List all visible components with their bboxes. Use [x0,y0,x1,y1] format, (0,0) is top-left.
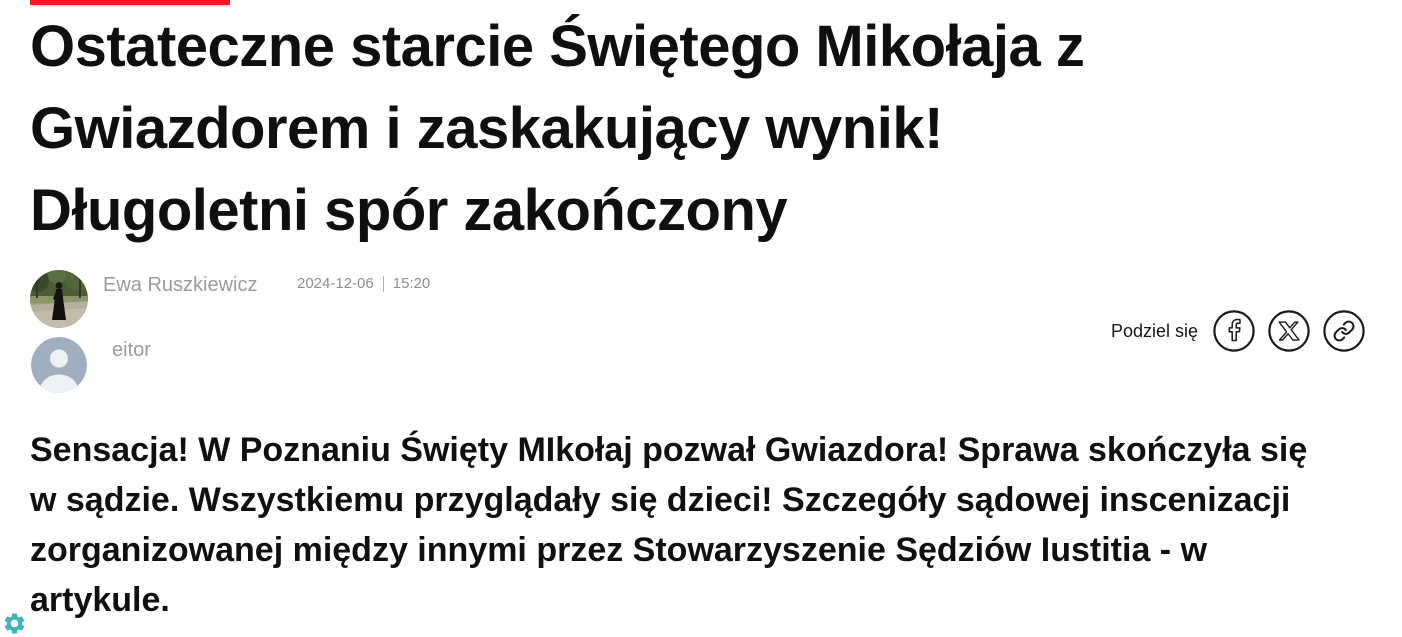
gear-icon [2,611,27,636]
headline-line: Ostateczne starcie Świętego Mikołaja z [30,14,1085,79]
copy-link-share-button[interactable] [1323,310,1365,352]
author-avatar-photo[interactable] [30,270,88,328]
park-photo-image [30,270,88,328]
facebook-share-button[interactable] [1213,310,1255,352]
headline-line: Gwiazdorem i zaskakujący wynik! [30,96,943,161]
lead-line: w sądzie. Wszystkiemu przyglądały się dzieci! Szczegóły sądowej inscenizacji [30,481,1291,519]
facebook-icon [1213,310,1255,352]
author-name[interactable]: Ewa Ruszkiewicz [103,274,258,296]
editor-avatar-placeholder[interactable] [31,337,87,393]
lead-line: zorganizowanej między innymi przez Stowarzyszenie Sędziów Iustitia - w [30,531,1208,569]
x-twitter-icon [1268,310,1310,352]
category-accent-bar [30,0,230,5]
share-bar [1111,310,1365,352]
link-icon [1323,310,1365,352]
publish-time: 15:20 [392,275,431,292]
lead-line: artykule. [30,581,170,619]
headline-line: Długoletni spór zakończony [30,178,788,243]
lead-line: Sensacja! W Poznaniu Święty MIkołaj pozwał Gwiazdora! Sprawa skończyła się [30,431,1308,469]
article-lead [30,425,1390,625]
date-time-divider [383,276,384,292]
publish-date: 2024-12-06 [297,275,374,292]
publish-datetime [297,275,430,292]
share-label: Podziel się [1111,321,1199,341]
x-twitter-share-button[interactable] [1268,310,1310,352]
settings-gear-button[interactable] [2,611,27,636]
editor-name[interactable]: eitor [112,339,151,361]
page-title [30,6,1390,252]
user-silhouette-icon [31,337,87,393]
